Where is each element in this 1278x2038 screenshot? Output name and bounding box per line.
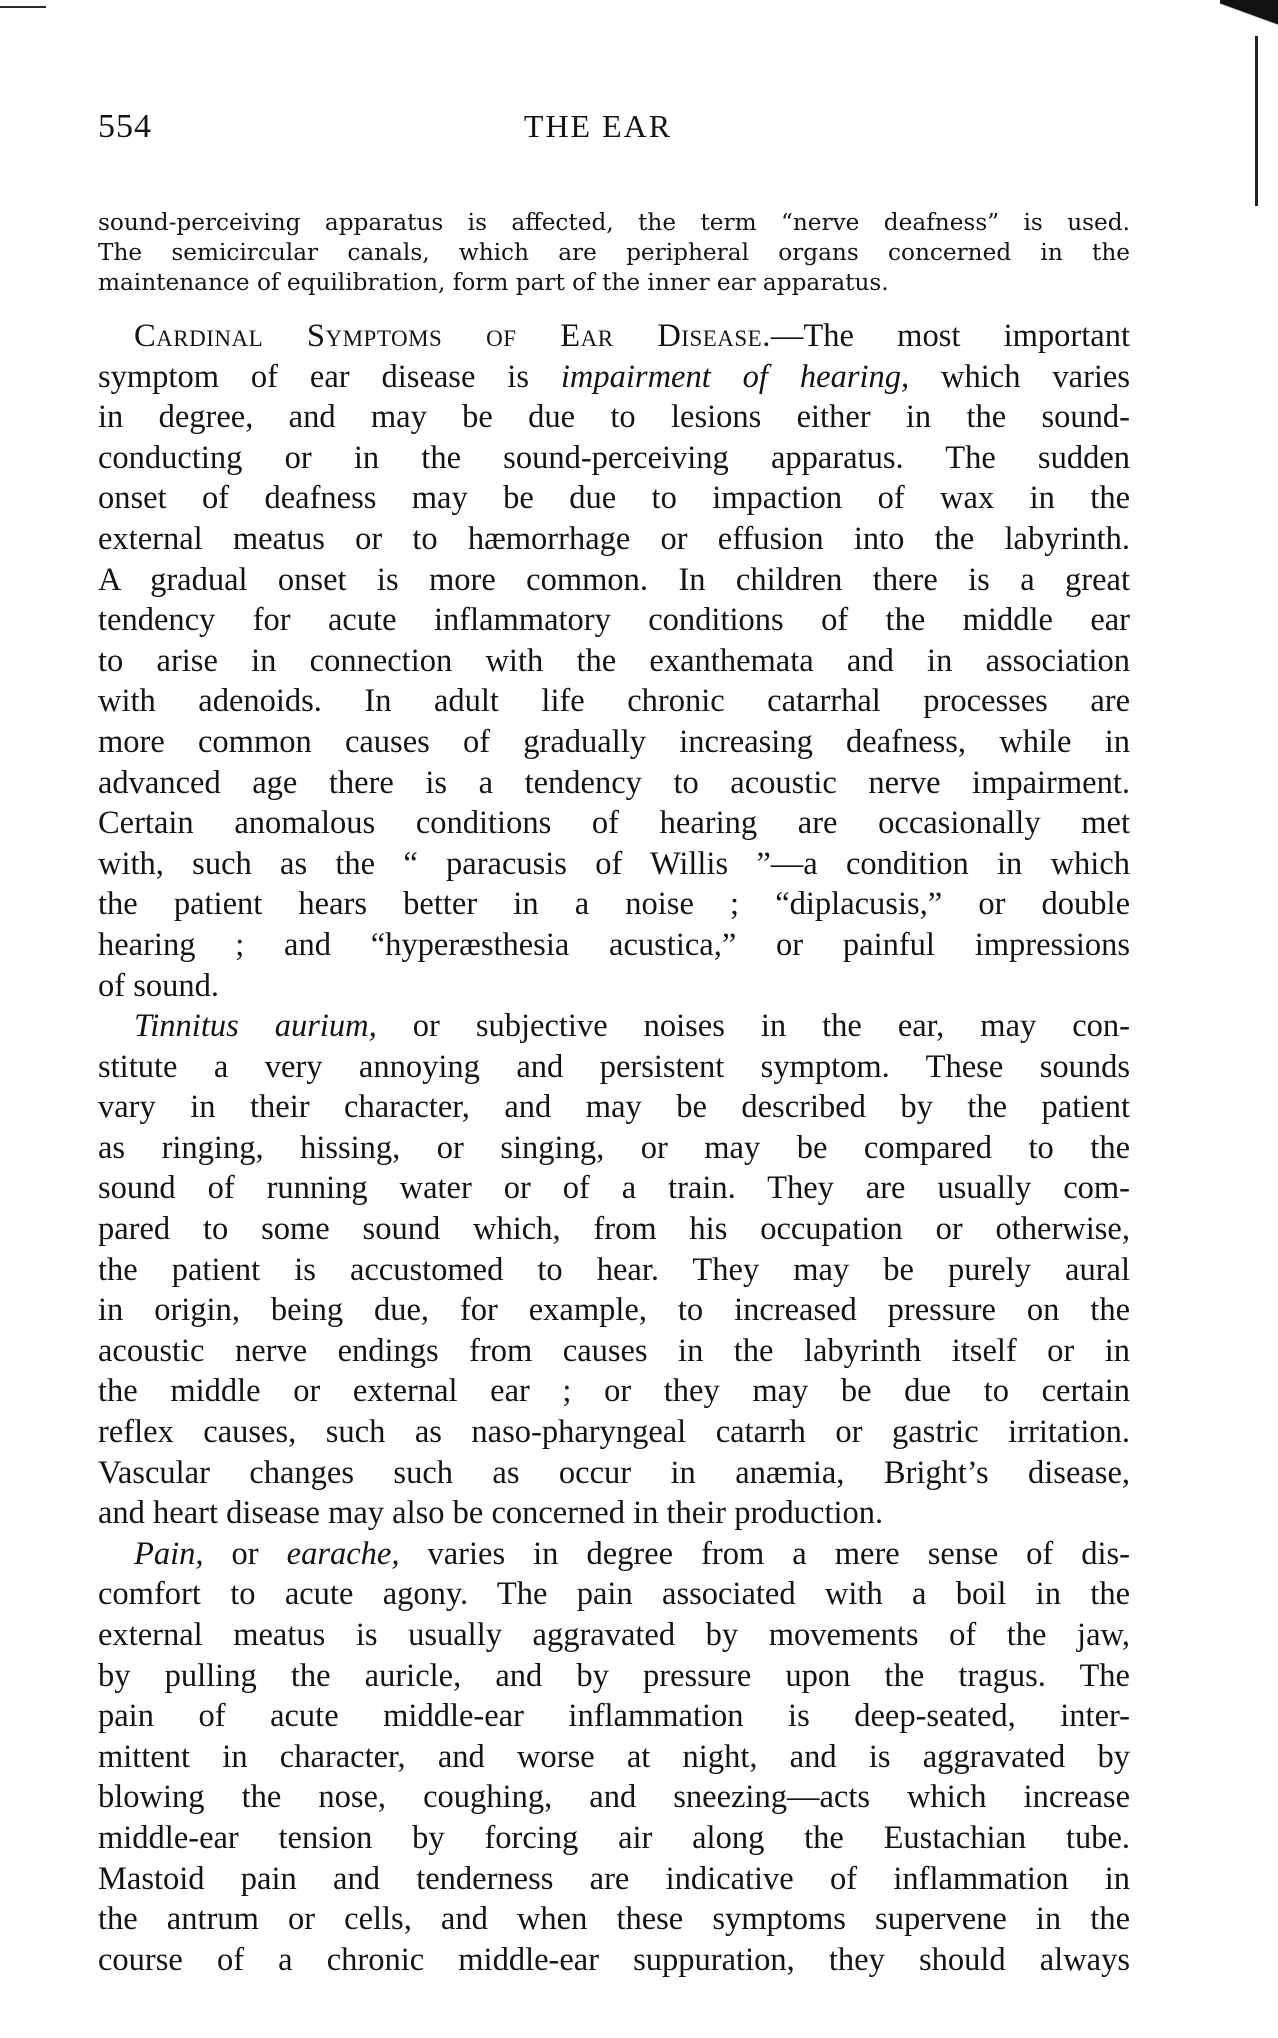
paragraph-line: blowing the nose, coughing, and sneezing—acts which increase	[98, 1779, 1130, 1816]
paragraph-line: Vascular changes such as occur in anæmia, Bright’s disease,	[98, 1454, 1130, 1491]
paragraph-line: onset of deafness may be due to impaction of wax in the	[98, 480, 1130, 517]
paragraph-line: pain of acute middle-ear inflammation is deep-seated, inter-	[98, 1698, 1130, 1735]
emphasis: earache,	[286, 1535, 400, 1572]
scan-edge-mark-left	[0, 6, 46, 8]
paragraph-line: sound of running water or of a train. They are usually com-	[98, 1170, 1130, 1207]
paragraph-line: acoustic nerve endings from causes in the labyrinth itself or in	[98, 1332, 1130, 1369]
paragraph-line: external meatus is usually aggravated by movements of the jaw,	[98, 1617, 1130, 1653]
paragraph-line: of sound.	[98, 967, 219, 1004]
paragraph-line	[98, 316, 1130, 357]
paragraph-line: Certain anomalous conditions of hearing are occasionally met	[98, 805, 1130, 842]
paragraph-cardinal-symptoms	[98, 316, 1130, 1006]
page-header	[98, 108, 1130, 158]
paragraph-line: course of a chronic middle-ear suppuration, they should always	[98, 1941, 1130, 1978]
body-text	[98, 316, 1130, 1980]
paragraph-line: A gradual onset is more common. In children there is a great	[98, 561, 1130, 598]
paragraph-line: pared to some sound which, from his occupation or otherwise,	[98, 1211, 1130, 1248]
emphasis: Tinnitus aurium,	[134, 1008, 377, 1045]
paragraph-line: tendency for acute inflammatory conditions of the middle ear	[98, 602, 1130, 639]
paragraph-line: hearing ; and “hyperæsthesia acustica,” or painful impressions	[98, 926, 1130, 963]
paragraph-line: comfort to acute agony. The pain associated with a boil in the	[98, 1576, 1130, 1613]
paragraph-line: the middle or external ear ; or they may be due to certain	[98, 1373, 1130, 1410]
paragraph-line: by pulling the auricle, and by pressure upon the tragus. The	[98, 1657, 1130, 1694]
paragraph-line: with, such as the “ paracusis of Willis ”—a condition in which	[98, 845, 1130, 882]
scan-corner-shadow	[1220, 0, 1278, 42]
text-run: symptom of ear disease is	[98, 358, 561, 395]
paragraph-line: the patient hears better in a noise ; “diplacusis,” or double	[98, 886, 1130, 923]
section-heading: Cardinal Symptoms of Ear Disease.	[134, 318, 771, 354]
paragraph-line: reflex causes, such as naso-pharyngeal catarrh or gastric irritation.	[98, 1414, 1130, 1451]
paragraph-line	[98, 1534, 1130, 1575]
paragraph-tinnitus	[98, 1006, 1130, 1534]
text-run: or	[203, 1535, 287, 1572]
text-run: —The most important	[770, 318, 1130, 354]
paragraph-line	[98, 1006, 1130, 1047]
text-run: or subjective noises in the ear, may con-	[376, 1008, 1130, 1045]
paragraph-line: vary in their character, and may be described by the patient	[98, 1089, 1130, 1126]
paragraph-line: Mastoid pain and tenderness are indicative of inflammation in	[98, 1860, 1130, 1897]
paragraph-line: to arise in connection with the exanthemata and in association	[98, 642, 1130, 679]
paragraph-line: in degree, and may be due to lesions either in the sound-	[98, 399, 1130, 436]
paragraph-line: in origin, being due, for example, to increased pressure on the	[98, 1292, 1130, 1329]
emphasis: impairment of hearing,	[560, 358, 910, 395]
paragraph-line: stitute a very annoying and persistent symptom. These sounds	[98, 1048, 1130, 1085]
paragraph-line: more common causes of gradually increasing deafness, while in	[98, 723, 1130, 760]
running-head: THE EAR	[523, 108, 673, 144]
paragraph-line: conducting or in the sound-perceiving apparatus. The sudden	[98, 439, 1130, 476]
paragraph-line: mittent in character, and worse at night, and is aggravated by	[98, 1738, 1130, 1775]
page-number: 554	[98, 108, 152, 145]
paragraph-line: with adenoids. In adult life chronic catarrhal processes are	[98, 683, 1130, 720]
intro-line: maintenance of equilibration, form part of the inner ear apparatus.	[98, 269, 889, 296]
scan-edge-mark-right	[1255, 36, 1258, 206]
paragraph-line	[98, 357, 1130, 398]
paragraph-line: and heart disease may also be concerned in their production.	[98, 1495, 884, 1532]
intro-line: The semicircular canals, which are peripheral organs concerned in the	[98, 239, 1130, 266]
paragraph-line: advanced age there is a tendency to acoustic nerve impairment.	[98, 764, 1130, 801]
paragraph-line: the patient is accustomed to hear. They may be purely aural	[98, 1251, 1130, 1288]
text-run: varies in degree from a mere sense of dis-	[399, 1535, 1130, 1572]
paragraph-line: middle-ear tension by forcing air along the Eustachian tube.	[98, 1819, 1130, 1856]
emphasis: Pain,	[134, 1535, 204, 1572]
paragraph-line: external meatus or to hæmorrhage or effusion into the labyrinth.	[98, 520, 1130, 557]
paragraph-pain	[98, 1534, 1130, 1981]
paragraph-line: the antrum or cells, and when these symptoms supervene in the	[98, 1901, 1130, 1938]
paragraph-line: as ringing, hissing, or singing, or may be compared to the	[98, 1129, 1130, 1166]
text-run: which varies	[909, 358, 1131, 395]
intro-small-print	[98, 208, 1130, 298]
intro-line: sound-perceiving apparatus is affected, the term “nerve deafness” is used.	[98, 209, 1130, 236]
